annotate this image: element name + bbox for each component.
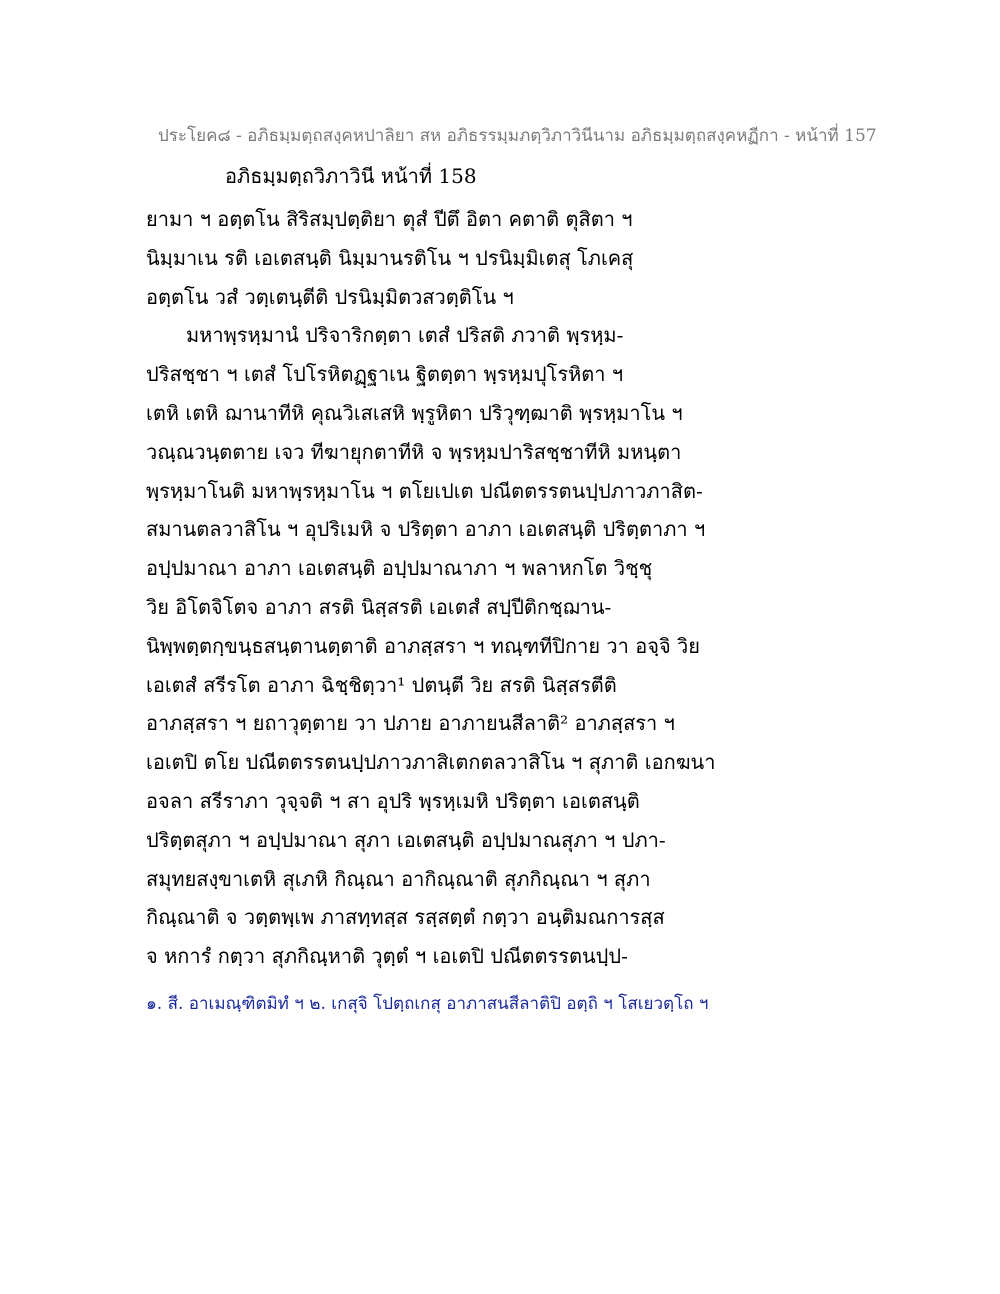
text-line: เอเตสํ สรีรโต อาภา ฉิชฺชิตฺวา¹ ปตนฺตี วิย สรติ นิสฺสรตีติ [146,672,617,697]
text-line: ปริตฺตสุภา ฯ อปฺปมาณา สุภา เอเตสนฺติ อปฺปมาณสุภา ฯ ปภา- [146,827,666,852]
text-line: เอเตปิ ตโย ปณีตตรรตนปฺปภาวภาสิเตกตลวาสิโน ฯ สุภาติ เอกฆนา [146,750,716,775]
footnote: ๑. สี. อาเมณฺฑิตมิทํ ฯ ๒. เกสุจิ โปตฺถเกสุ อาภาสนสีลาติปิ อตฺถิ ฯ โสเยวตฺโถ ฯ [146,994,709,1014]
text-line: สมานตลวาสิโน ฯ อุปริเมหิ จ ปริตฺตา อาภา เอเตสนฺติ ปริตฺตาภา ฯ [146,517,706,542]
text-line: นิมฺมาเน รติ เอเตสนฺติ นิมฺมานรติโน ฯ ปรนิมฺมิเตสุ โภเคสุ [146,245,634,270]
text-line: อจลา สรีราภา วุจฺจติ ฯ สา อุปริ พฺรหฺเมหิ ปริตฺตา เอเตสนฺติ [146,788,640,813]
body-text [146,200,716,976]
text-line: วิย อิโตจิโตจ อาภา สรติ นิสฺสรติ เอเตสํ สปฺปีติกชฺฌาน- [146,594,612,619]
text-line: อาภสฺสรา ฯ ยถาวุตฺตาย วา ปภาย อาภายนสีลาติ² อาภสฺสรา ฯ [146,711,675,736]
text-line: วณฺณวนฺตตาย เจว ทีฆายุกตาทีหิ จ พฺรหฺมปาริสชฺชาทีหิ มหนฺตา [146,439,682,464]
running-header: ประโยค๘ - อภิธมฺมตฺถสงฺคหปาลิยา สห อภิธรรมฺมภตฺวิภาวินีนาม อภิธมฺมตฺถสงฺคหฏีกา - หน้าที่ 157 [158,126,877,146]
text-line: กิณฺณาติ จ วตฺตพฺเพ ภาสทฺทสฺส รสฺสตฺตํ กตฺวา อนฺติมณการสฺส [146,905,665,930]
text-line: ปริสชฺชา ฯ เตสํ โปโรหิตฏฺฐาเน ฐิตตฺตา พฺรหฺมปุโรหิตา ฯ [146,362,624,387]
text-line: อปฺปมาณา อาภา เอเตสนฺติ อปฺปมาณาภา ฯ พลาหกโต วิชฺชุ [146,556,653,581]
text-line: นิพฺพตฺตกฺขนฺธสนฺตานตฺตาติ อาภสฺสรา ฯ ทณฺฑทีปิกาย วา อจฺจิ วิย [146,633,700,658]
text-line: สมุทยสงฺขาเตหิ สุเภหิ กิณฺณา อากิณฺณาติ สุภกิณฺณา ฯ สุภา [146,866,651,891]
text-line: พฺรหฺมาโนติ มหาพฺรหฺมาโน ฯ ตโยเปเต ปณีตตรรตนปฺปภาวภาสิต- [146,478,703,503]
text-line: จ หการํ กตฺวา สุภกิณฺหาติ วุตฺตํ ฯ เอเตปิ ปณีตตรรตนปฺป- [146,944,628,969]
text-line: เตหิ เตหิ ฌานาทีหิ คุณวิเสเสหิ พฺรูหิตา ปริวุฑฺฒาติ พฺรหฺมาโน ฯ [146,400,683,425]
text-line: ยามา ฯ อตฺตโน สิริสมฺปตฺติยา ตุสํ ปีตึ อิตา คตาติ ตุสิตา ฯ [146,207,633,231]
section-heading: อภิธมฺมตฺถวิภาวินี หน้าที่ 158 [225,164,477,188]
text-line: อตฺตโน วสํ วตฺเตนฺตีติ ปรนิมฺมิตวสวตฺติโน ฯ [146,284,514,309]
paragraph-start-line: มหาพฺรหฺมานํ ปริจาริกตฺตา เตสํ ปริสติ ภวาติ พฺรหฺม- [186,323,624,348]
